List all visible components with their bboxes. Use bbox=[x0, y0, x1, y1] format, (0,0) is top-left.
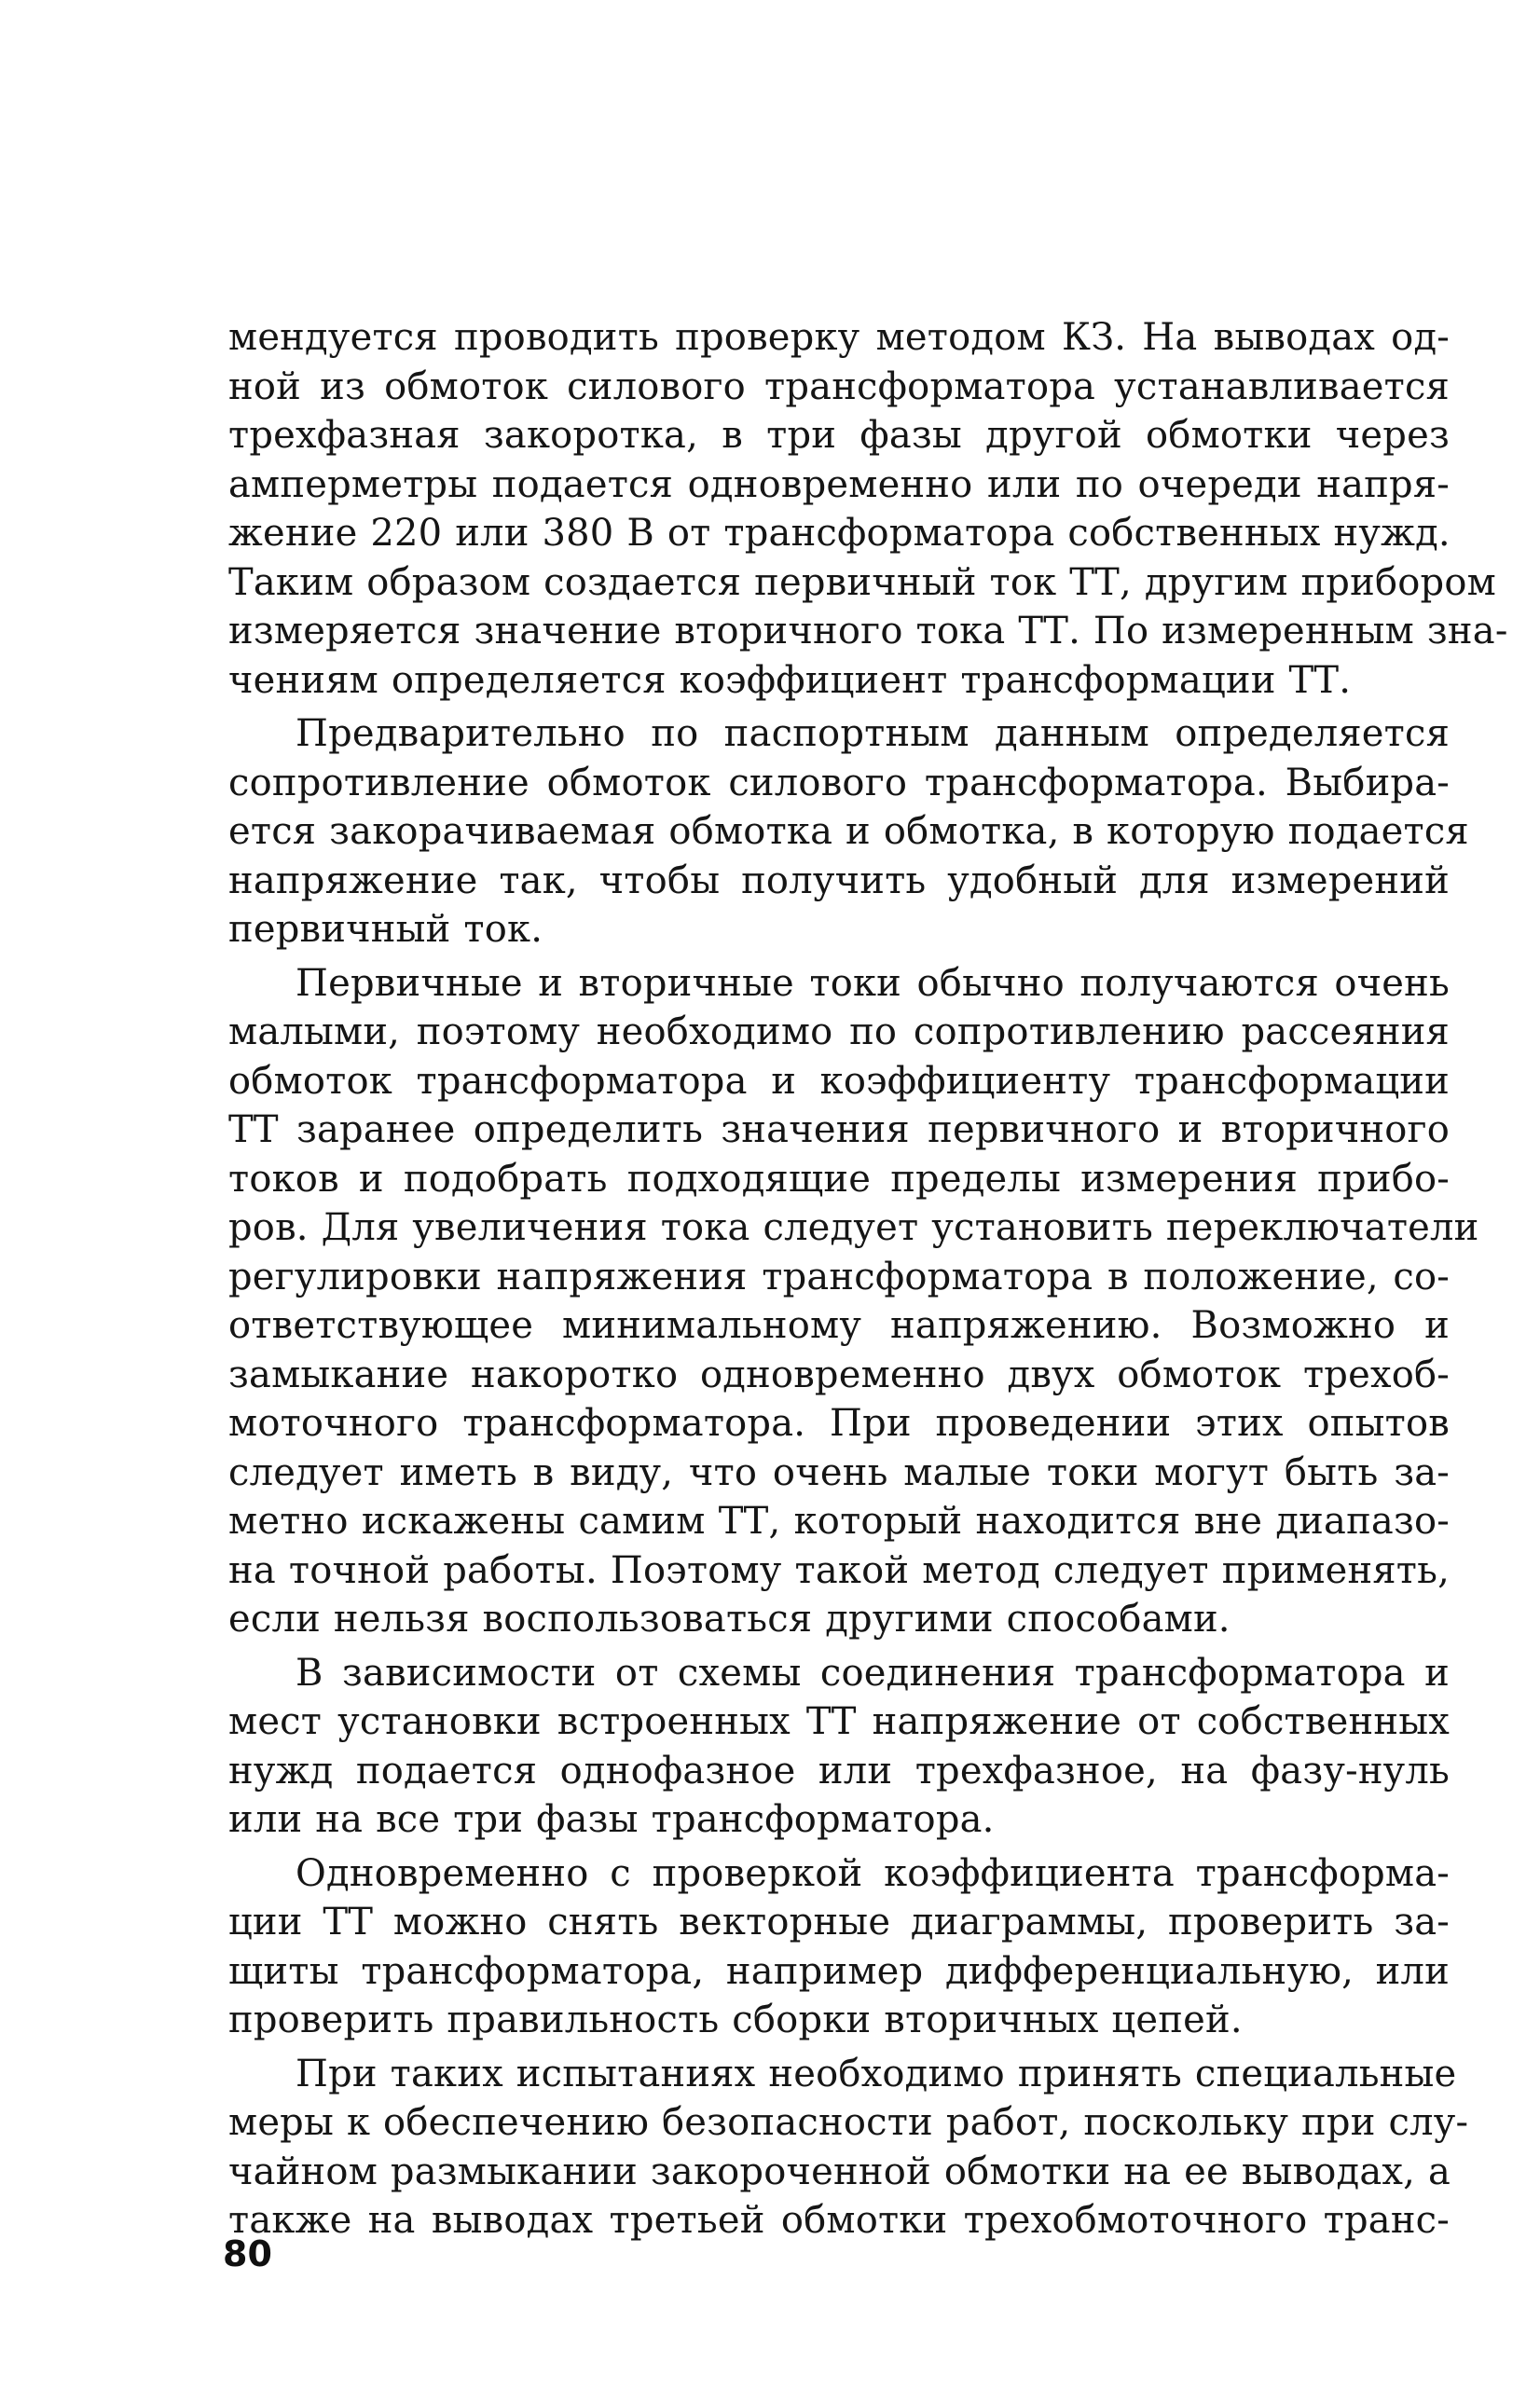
text-line: амперметры подается одновременно или по очереди напря- bbox=[228, 462, 1450, 506]
text-line: В зависимости от схемы соединения трансформатора и bbox=[296, 1651, 1450, 1695]
text-line: мендуется проводить проверку методом КЗ. На выводах од- bbox=[228, 316, 1450, 359]
paragraph bbox=[228, 709, 1469, 955]
text-line: обмоток трансформатора и коэффициенту трансформации bbox=[228, 1059, 1450, 1103]
text-line: если нельзя воспользоваться другими способами. bbox=[228, 1598, 1231, 1641]
text-line: ется закорачиваемая обмотка и обмотка, в которую подается bbox=[228, 810, 1469, 853]
text-line: ции ТТ можно снять векторные диаграммы, проверить за- bbox=[228, 1901, 1450, 1944]
page-number: 80 bbox=[223, 2233, 272, 2274]
text-line: чайном размыкании закороченной обмотки на ее выводах, а bbox=[228, 2150, 1451, 2193]
text-line: следует иметь в виду, что очень малые токи могут быть за- bbox=[228, 1450, 1450, 1494]
text-line: проверить правильность сборки вторичных цепей. bbox=[228, 1999, 1243, 2041]
paragraph bbox=[228, 1849, 1450, 2045]
text-line: напряжение так, чтобы получить удобный для измерений bbox=[228, 859, 1450, 902]
text-line: жение 220 или 380 В от трансформатора собственных нужд. bbox=[228, 512, 1451, 555]
page-body-text bbox=[228, 313, 1508, 2246]
paragraph bbox=[228, 959, 1479, 1644]
text-line: измеряется значение вторичного тока ТТ. По измеренным зна- bbox=[228, 610, 1508, 653]
text-line: регулировки напряжения трансформатора в положение, со- bbox=[228, 1255, 1450, 1298]
text-line: ров. Для увеличения тока следует установить переключатели bbox=[228, 1206, 1479, 1249]
text-line: нужд подается однофазное или трехфазное, на фазу-нуль bbox=[228, 1749, 1450, 1793]
text-line: сопротивление обмоток силового трансформатора. Выбира- bbox=[228, 761, 1450, 804]
text-line: ной из обмоток силового трансформатора устанавливается bbox=[228, 364, 1450, 408]
text-line: меры к обеспечению безопасности работ, поскольку при слу- bbox=[228, 2101, 1469, 2144]
text-line: щиты трансформатора, например дифференциальную, или bbox=[228, 1949, 1450, 1993]
paragraph bbox=[228, 313, 1508, 705]
text-line: метно искажены самим ТТ, который находится вне диапазо- bbox=[228, 1500, 1450, 1543]
text-line: также на выводах третьей обмотки трехобмоточного транс- bbox=[228, 2199, 1450, 2242]
text-line: моточного трансформатора. При проведении этих опытов bbox=[228, 1402, 1450, 1445]
text-line: чениям определяется коэффициент трансформации ТТ. bbox=[228, 658, 1352, 702]
text-line: на точной работы. Поэтому такой метод следует применять, bbox=[228, 1548, 1450, 1592]
text-line: мест установки встроенных ТТ напряжение от собственных bbox=[228, 1700, 1450, 1743]
text-line: Таким образом создается первичный ток ТТ, другим прибором bbox=[228, 560, 1496, 604]
text-line: ответствующее минимальному напряжению. Возможно и bbox=[228, 1304, 1450, 1347]
text-line: токов и подобрать подходящие пределы измерения прибо- bbox=[228, 1157, 1450, 1201]
text-line: трехфазная закоротка, в три фазы другой обмотки через bbox=[228, 414, 1450, 457]
paragraph bbox=[228, 1649, 1450, 1845]
text-line: Предварительно по паспортным данным определяется bbox=[296, 712, 1450, 755]
text-line: Одновременно с проверкой коэффициента трансформа- bbox=[296, 1851, 1450, 1895]
text-line: При таких испытаниях необходимо принять специальные bbox=[296, 2052, 1457, 2095]
paragraph bbox=[228, 2050, 1469, 2246]
text-line: малыми, поэтому необходимо по сопротивлению рассеяния bbox=[228, 1010, 1450, 1053]
text-line: замыкание накоротко одновременно двух обмоток трехоб- bbox=[228, 1353, 1450, 1396]
text-line: Первичные и вторичные токи обычно получаются очень bbox=[296, 961, 1450, 1005]
text-line: ТТ заранее определить значения первичного и вторичного bbox=[228, 1108, 1450, 1151]
text-line: первичный ток. bbox=[228, 908, 543, 951]
text-line: или на все три фазы трансформатора. bbox=[228, 1798, 995, 1841]
